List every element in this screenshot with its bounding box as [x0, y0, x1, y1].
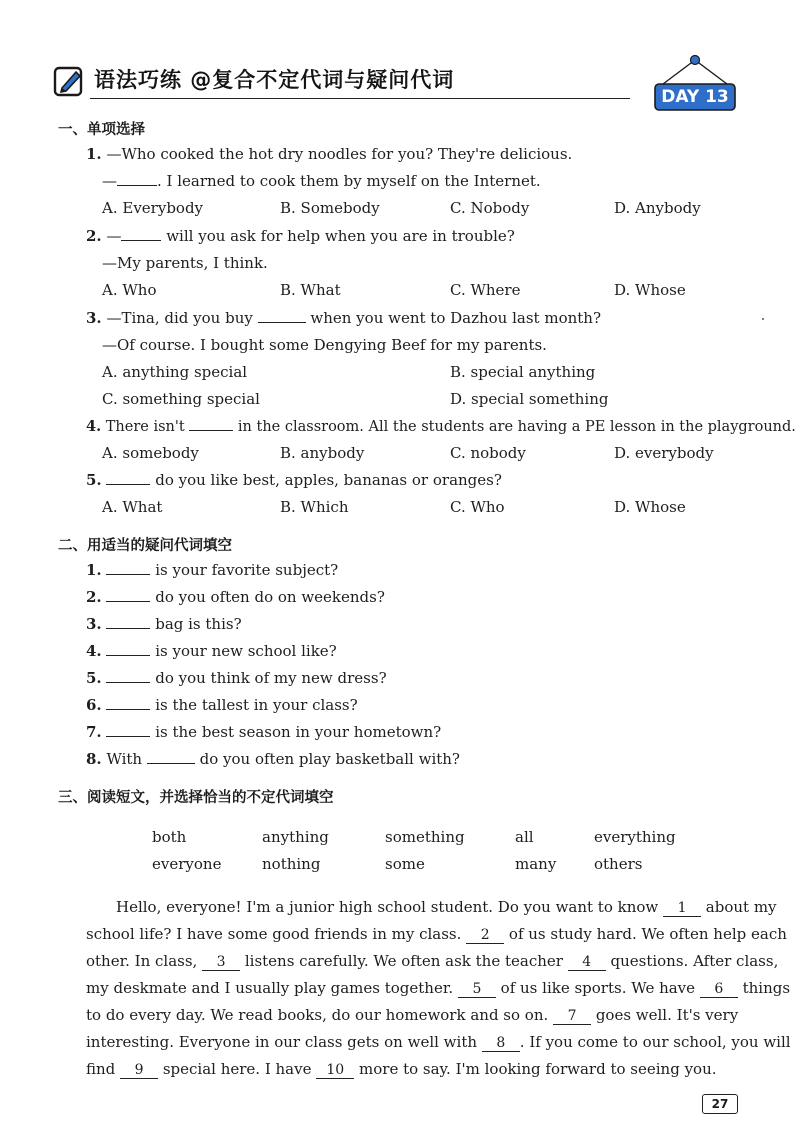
- option-b[interactable]: B. Somebody: [280, 199, 380, 217]
- passage-line: my deskmate and I usually play games together. 5 of us like sports. We have 6 things: [86, 979, 791, 997]
- word-bank-item: all: [515, 828, 534, 846]
- passage-blank[interactable]: 2: [466, 927, 504, 944]
- passage-line: interesting. Everyone in our class gets on well with 8 . If you come to our school, you will: [86, 1033, 791, 1051]
- fill-item-1: 1. is your favorite subject?: [86, 561, 339, 579]
- word-bank-item: nothing: [262, 855, 321, 873]
- passage-blank[interactable]: 7: [553, 1008, 591, 1025]
- option-d[interactable]: D. Whose: [614, 498, 686, 516]
- question-3-line-2: —Of course. I bought some Dengying Beef for my parents.: [102, 336, 547, 354]
- answer-blank[interactable]: [147, 750, 195, 764]
- question-3-line-1: 3. —Tina, did you buy when you went to Dazhou last month?: [86, 309, 601, 327]
- passage-blank[interactable]: 3: [202, 954, 240, 971]
- option-c[interactable]: C. Where: [450, 281, 521, 299]
- option-a[interactable]: A. What: [102, 498, 163, 516]
- fill-item-4: 4. is your new school like?: [86, 642, 337, 660]
- passage-blank[interactable]: 1: [663, 900, 701, 917]
- option-d[interactable]: D. Anybody: [614, 199, 701, 217]
- answer-blank[interactable]: [189, 417, 233, 431]
- title-underline: [90, 98, 630, 99]
- word-bank-item: everyone: [152, 855, 222, 873]
- option-d[interactable]: D. everybody: [614, 444, 714, 462]
- word-bank-item: anything: [262, 828, 329, 846]
- answer-blank[interactable]: [106, 588, 150, 602]
- passage-line: other. In class, 3 listens carefully. We often ask the teacher 4 questions. After class,: [86, 952, 779, 970]
- option-b[interactable]: B. special anything: [450, 363, 596, 381]
- answer-blank[interactable]: [258, 309, 306, 323]
- answer-blank[interactable]: [106, 723, 150, 737]
- option-a[interactable]: A. Who: [102, 281, 157, 299]
- passage-blank[interactable]: 5: [458, 981, 496, 998]
- passage-line: school life? I have some good friends in my class. 2 of us study hard. We often help each: [86, 925, 787, 943]
- answer-blank[interactable]: [121, 227, 161, 241]
- word-bank-item: both: [152, 828, 187, 846]
- day-label: DAY 13: [661, 87, 729, 107]
- passage-blank[interactable]: 10: [316, 1062, 354, 1079]
- option-b[interactable]: B. Which: [280, 498, 349, 516]
- passage-blank[interactable]: 8: [482, 1035, 520, 1052]
- fill-item-7: 7. is the best season in your hometown?: [86, 723, 442, 741]
- option-c[interactable]: C. Who: [450, 498, 505, 516]
- answer-blank[interactable]: [106, 471, 150, 485]
- section2-heading: 二、用适当的疑问代词填空: [58, 538, 232, 554]
- option-c[interactable]: C. something special: [102, 390, 260, 408]
- question-2-line-2: —My parents, I think.: [102, 254, 268, 272]
- fill-item-8: 8. With do you often play basketball with?: [86, 750, 460, 768]
- fill-item-5: 5. do you think of my new dress?: [86, 669, 387, 687]
- answer-blank[interactable]: [106, 696, 150, 710]
- question-1-line-1: 1. —Who cooked the hot dry noodles for you? They're delicious.: [86, 145, 573, 163]
- passage-blank[interactable]: 4: [568, 954, 606, 971]
- answer-blank[interactable]: [106, 669, 150, 683]
- option-a[interactable]: A. anything special: [102, 363, 248, 381]
- fill-item-2: 2. do you often do on weekends?: [86, 588, 385, 606]
- word-bank-item: others: [594, 855, 643, 873]
- option-d[interactable]: D. Whose: [614, 281, 686, 299]
- answer-blank[interactable]: [117, 172, 157, 186]
- passage-line: to do every day. We read books, do our homework and so on. 7 goes well. It's very: [86, 1006, 739, 1024]
- word-bank-item: many: [515, 855, 557, 873]
- section3-heading: 三、阅读短文，并选择恰当的不定代词填空: [58, 790, 334, 806]
- stray-dot: [762, 318, 764, 320]
- option-c[interactable]: C. nobody: [450, 444, 526, 462]
- section1-heading: 一、单项选择: [58, 122, 145, 138]
- answer-blank[interactable]: [106, 642, 150, 656]
- option-b[interactable]: B. What: [280, 281, 341, 299]
- passage-line: Hello, everyone! I'm a junior high school student. Do you want to know 1 about my: [116, 898, 777, 916]
- question-1-line-2: — . I learned to cook them by myself on the Internet.: [102, 172, 541, 190]
- option-b[interactable]: B. anybody: [280, 444, 365, 462]
- option-c[interactable]: C. Nobody: [450, 199, 530, 217]
- word-bank-item: some: [385, 855, 425, 873]
- page-number: 27: [702, 1094, 738, 1114]
- question-2-line-1: 2. — will you ask for help when you are in trouble?: [86, 227, 515, 245]
- passage-blank[interactable]: 6: [700, 981, 738, 998]
- passage-blank[interactable]: 9: [120, 1062, 158, 1079]
- option-a[interactable]: A. somebody: [102, 444, 199, 462]
- pencil-notebook-icon: [52, 64, 86, 98]
- fill-item-3: 3. bag is this?: [86, 615, 242, 633]
- passage-line: find 9 special here. I have 10 more to say. I'm looking forward to seeing you.: [86, 1060, 717, 1078]
- answer-blank[interactable]: [106, 561, 150, 575]
- option-a[interactable]: A. Everybody: [102, 199, 204, 217]
- word-bank-item: something: [385, 828, 465, 846]
- question-4-line-1: 4. There isn't in the classroom. All the students are having a PE lesson in the playground.: [86, 418, 796, 435]
- option-d[interactable]: D. special something: [450, 390, 609, 408]
- question-5-line-1: 5. do you like best, apples, bananas or oranges?: [86, 471, 502, 489]
- word-bank-item: everything: [594, 828, 676, 846]
- page-title: 语法巧练 @复合不定代词与疑问代词: [94, 68, 455, 92]
- answer-blank[interactable]: [106, 615, 150, 629]
- fill-item-6: 6. is the tallest in your class?: [86, 696, 358, 714]
